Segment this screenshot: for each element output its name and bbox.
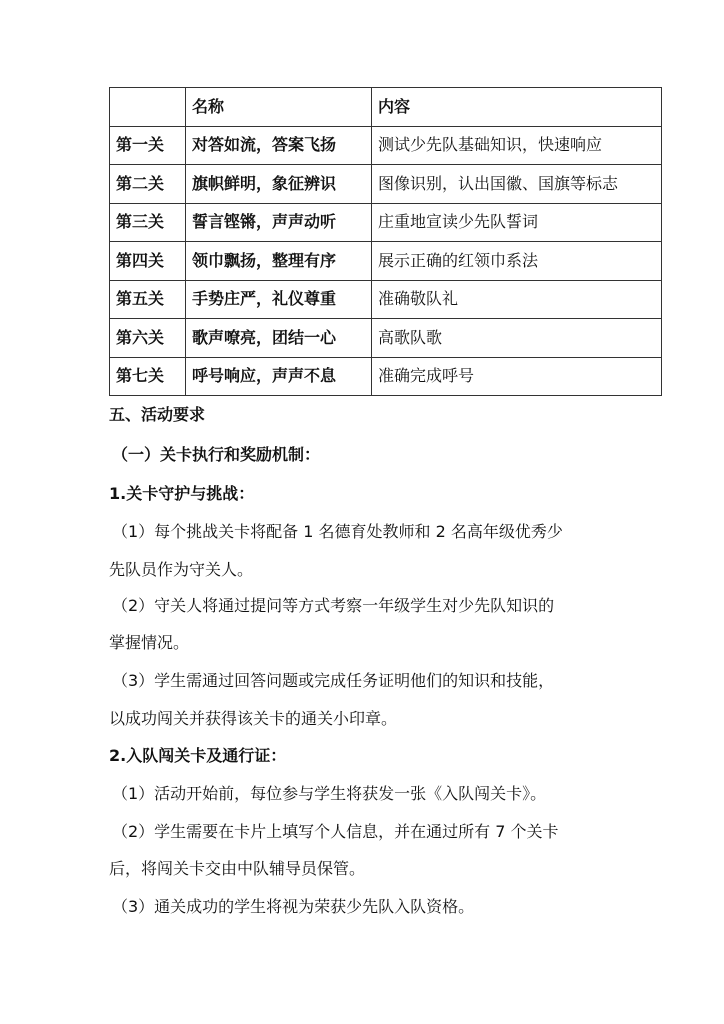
- name-cell: 领巾飘扬，整理有序: [186, 242, 372, 281]
- paragraph-line: （3）学生需通过回答问题或完成任务证明他们的知识和技能，: [112, 671, 555, 690]
- level-cell: 第四关: [110, 242, 186, 281]
- table-row: [110, 357, 662, 396]
- level-cell: 第五关: [110, 280, 186, 319]
- sub-heading: （一）关卡执行和奖励机制：: [112, 445, 321, 464]
- level-cell: 第二关: [110, 165, 186, 204]
- levels-table: [109, 87, 662, 396]
- content-cell: 展示正确的红领巾系法: [372, 242, 662, 281]
- content-cell: 高歌队歌: [372, 319, 662, 358]
- paragraph-line: （1）每个挑战关卡将配备 1 名德育处教师和 2 名高年级优秀少: [112, 522, 563, 541]
- paragraph-line: （2）学生需要在卡片上填写个人信息，并在通过所有 7 个关卡: [112, 822, 559, 841]
- table-row: [110, 242, 662, 281]
- header-cell-level: [110, 88, 186, 127]
- table-row: [110, 126, 662, 165]
- paragraph-line: （2）守关人将通过提问等方式考察一年级学生对少先队知识的: [112, 596, 555, 615]
- content-cell: 图像识别，认出国徽、国旗等标志: [372, 165, 662, 204]
- content-cell: 准确完成呼号: [372, 357, 662, 396]
- name-cell: 呼号响应，声声不息: [186, 357, 372, 396]
- level-cell: 第一关: [110, 126, 186, 165]
- paragraph-line: 先队员作为守关人。: [109, 560, 254, 579]
- paragraph-line: （3）通关成功的学生将视为荣获少先队入队资格。: [112, 897, 475, 916]
- paragraph-line: 掌握情况。: [109, 633, 190, 652]
- paragraph-line: （1）活动开始前，每位参与学生将获发一张《入队闯关卡》。: [112, 784, 547, 803]
- content-cell: 准确敬队礼: [372, 280, 662, 319]
- paragraph-line: 后，将闯关卡交由中队辅导员保管。: [109, 859, 366, 878]
- table-row: [110, 280, 662, 319]
- point-2-heading: 2.入队闯关卡及通行证：: [109, 746, 287, 765]
- header-cell-name: 名称: [186, 88, 372, 127]
- table-row: [110, 203, 662, 242]
- content-cell: 庄重地宣读少先队誓词: [372, 203, 662, 242]
- level-cell: 第七关: [110, 357, 186, 396]
- section-heading: 五、活动要求: [109, 405, 206, 424]
- level-cell: 第六关: [110, 319, 186, 358]
- table-row: [110, 319, 662, 358]
- name-cell: 旗帜鲜明，象征辨识: [186, 165, 372, 204]
- name-cell: 誓言铿锵，声声动听: [186, 203, 372, 242]
- table-header-row: [110, 88, 662, 127]
- header-cell-content: 内容: [372, 88, 662, 127]
- point-1-heading: 1.关卡守护与挑战：: [109, 484, 255, 503]
- name-cell: 对答如流，答案飞扬: [186, 126, 372, 165]
- level-cell: 第三关: [110, 203, 186, 242]
- paragraph-line: 以成功闯关并获得该关卡的通关小印章。: [109, 709, 398, 728]
- table-row: [110, 165, 662, 204]
- name-cell: 手势庄严，礼仪尊重: [186, 280, 372, 319]
- name-cell: 歌声嘹亮，团结一心: [186, 319, 372, 358]
- content-cell: 测试少先队基础知识，快速响应: [372, 126, 662, 165]
